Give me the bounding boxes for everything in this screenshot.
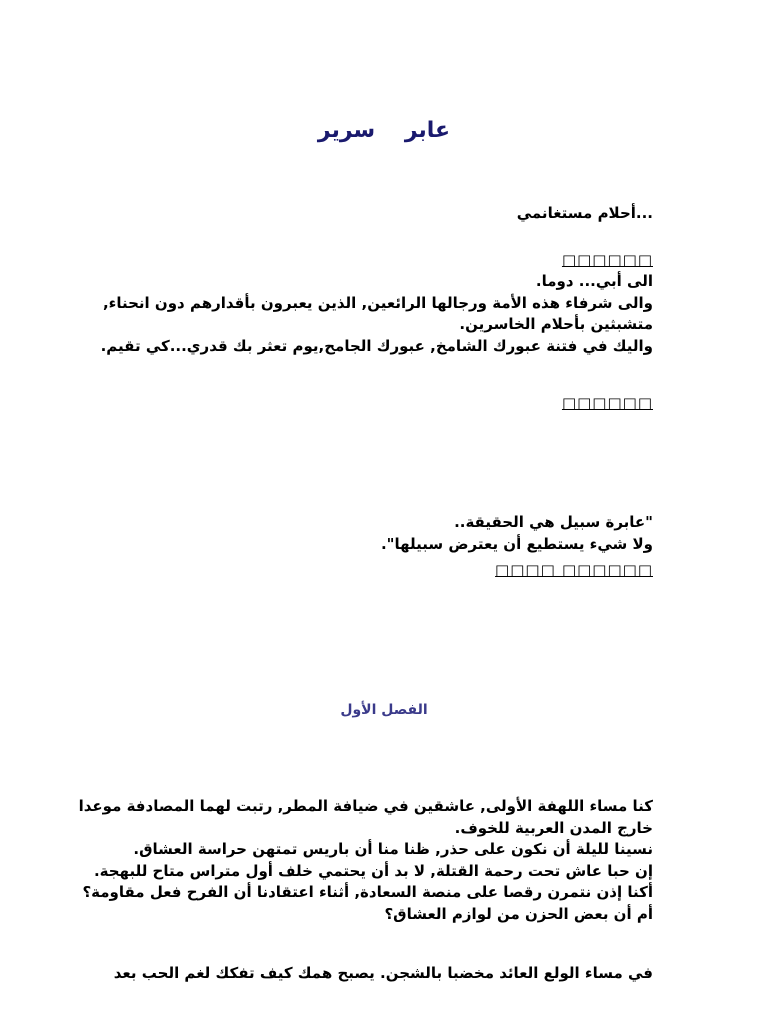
dedication bbox=[101, 271, 653, 357]
placeholder-glyphs-middle: □□□□□□ bbox=[561, 394, 653, 412]
chapter-title: الفصل الأول bbox=[340, 702, 428, 718]
dedication-line: متشبثين بأحلام الخاسرين. bbox=[459, 315, 653, 333]
dedication-line: واليك في فتنة عبورك الشامخ, عبورك الجامح,يوم تعثر بك قدري...كي تقيم. bbox=[100, 336, 653, 355]
epigraph-quote bbox=[381, 512, 653, 555]
paragraph-line: نسينا لليلة أن نكون على حذر, ظنا منا أن باريس تمتهن حراسة العشاق. bbox=[133, 840, 653, 858]
paragraph-line: خارج المدن العربية للخوف. bbox=[454, 818, 653, 837]
paragraph-line: إن حبا عاش تحت رحمة القتلة, لا بد أن يحتمي خلف أول متراس متاح للبهجة. bbox=[93, 861, 653, 880]
author-line: ...أحلام مستغانمي bbox=[516, 204, 653, 222]
paragraph-line: كنا مساء اللهفة الأولى, عاشقين في ضيافة المطر, رتبت لهما المصادفة موعدا bbox=[78, 797, 653, 815]
dedication-line: الى أبي... دوما. bbox=[535, 272, 653, 290]
paragraph-last-line: في مساء الولع العائد مخضبا بالشجن. يصبح همك كيف تفكك لغم الحب بعد bbox=[113, 964, 653, 982]
chapter-body bbox=[79, 796, 653, 925]
book-title: عابر سرير bbox=[317, 118, 451, 143]
quote-line: "عابرة سبيل هي الحقيقة.. bbox=[454, 513, 653, 531]
paragraph-line: أم أن بعض الحزن من لوازم العشاق؟ bbox=[384, 904, 653, 923]
paragraph-line: أكنا إذن نتمرن رقصا على منصة السعادة, أثناء اعتقادنا أن الفرح فعل مقاومة؟ bbox=[82, 883, 653, 901]
placeholder-glyphs-top: □□□□□□ bbox=[561, 251, 653, 269]
quote-line: ولا شيء يستطيع أن يعترض سبيلها". bbox=[380, 534, 653, 553]
dedication-line: والى شرفاء هذه الأمة ورجالها الرائعين, الذين يعبرون بأقدارهم دون انحناء, bbox=[102, 293, 653, 312]
placeholder-glyphs-quote-source: □□□□ □□□□□□ bbox=[495, 561, 653, 579]
